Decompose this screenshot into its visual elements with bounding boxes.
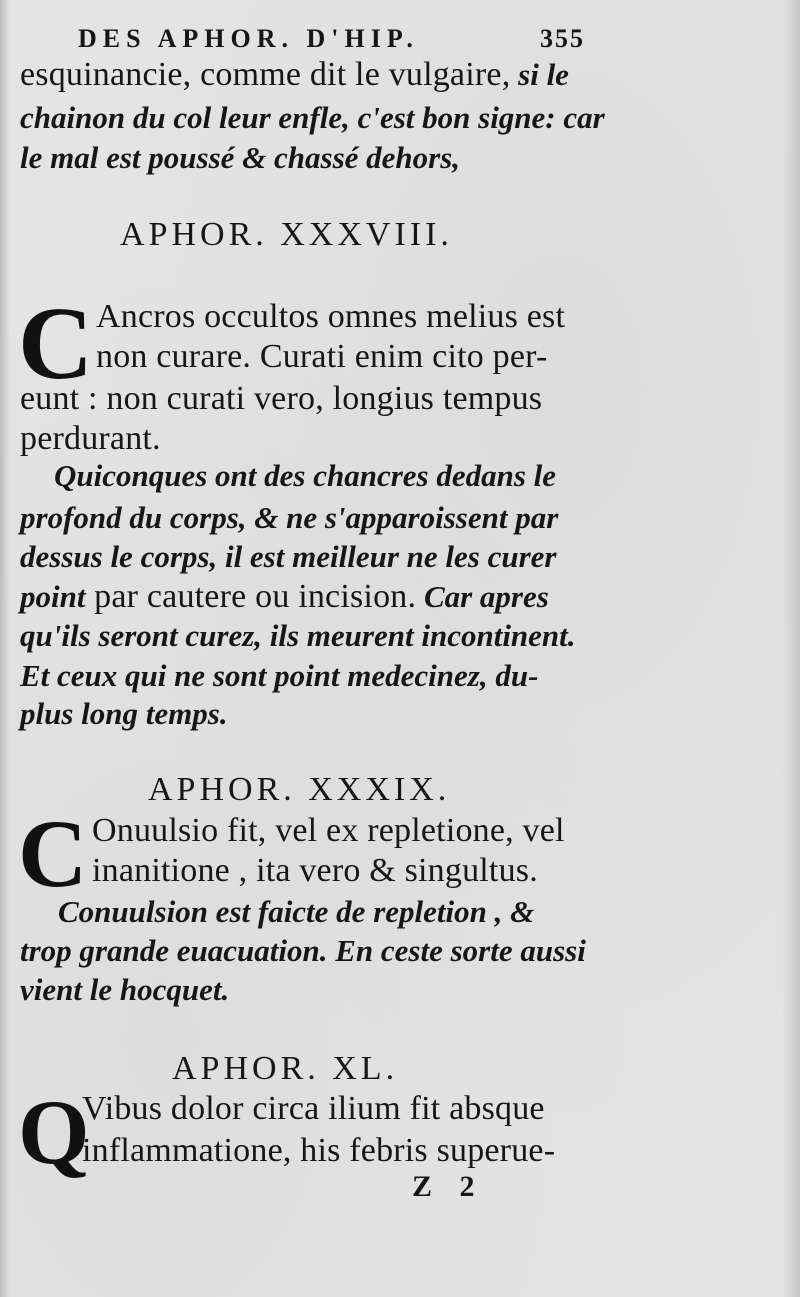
latin-line: Ancros occultos omnes melius est [96,298,566,335]
drop-cap: C [18,286,94,401]
opening-line-italic: le mal est poussé & chassé dehors, [20,140,461,175]
page-edge-right [782,0,800,1297]
french-line: qu'ils seront curez, ils meurent incontinent. [20,618,576,653]
drop-cap: Q [18,1081,90,1183]
aphorism-heading: APHOR. XXXIX. [148,771,451,808]
french-line: Conuulsion est faicte de repletion , & [58,894,535,929]
opening-line-italic: chainon du col leur enfle, c'est bon signe: car [20,100,605,135]
french-line: Quiconques ont des chancres dedans le [54,458,557,493]
latin-line: perdurant. [20,420,161,457]
latin-line: Onuulsio fit, vel ex repletione, vel [92,812,565,849]
french-italic: Car apres [416,579,549,614]
french-line: Et ceux qui ne sont point medecinez, du- [20,658,539,693]
aphorism-heading: APHOR. XL. [172,1050,399,1087]
french-line: profond du corps, & ne s'apparoissent par [20,500,559,535]
page-edge-left [0,0,10,1297]
french-italic: point [20,579,86,614]
opening-line-roman: esquinancie, comme dit le vulgaire, [20,56,511,93]
drop-cap: C [18,800,88,907]
opening-line-italic: si le [510,57,569,92]
french-line [20,580,549,614]
opening-line [20,142,460,173]
french-line: trop grande euacuation. En ceste sorte aussi [20,933,586,968]
latin-line: Vibus dolor circa ilium fit absque [82,1090,545,1127]
latin-line: inanitione , ita vero & singultus. [92,852,538,889]
latin-line: eunt : non curati vero, longius tempus [20,380,543,417]
signature-mark: Z 2 [412,1170,485,1203]
french-line: plus long temps. [20,696,228,731]
aphorism-heading: APHOR. XXXVIII. [120,216,453,253]
page-number: 355 [540,24,585,53]
opening-line [20,102,605,133]
french-line: dessus le corps, il est meilleur ne les curer [20,539,557,574]
latin-line: inflammatione, his febris superue- [82,1132,556,1169]
latin-line: non curare. Curati enim cito per- [96,338,548,375]
french-line: vient le hocquet. [20,972,230,1007]
french-roman: par cautere ou incision. [85,578,417,615]
running-head-title: DES APHOR. D'HIP. [78,24,419,53]
opening-line [20,58,569,92]
